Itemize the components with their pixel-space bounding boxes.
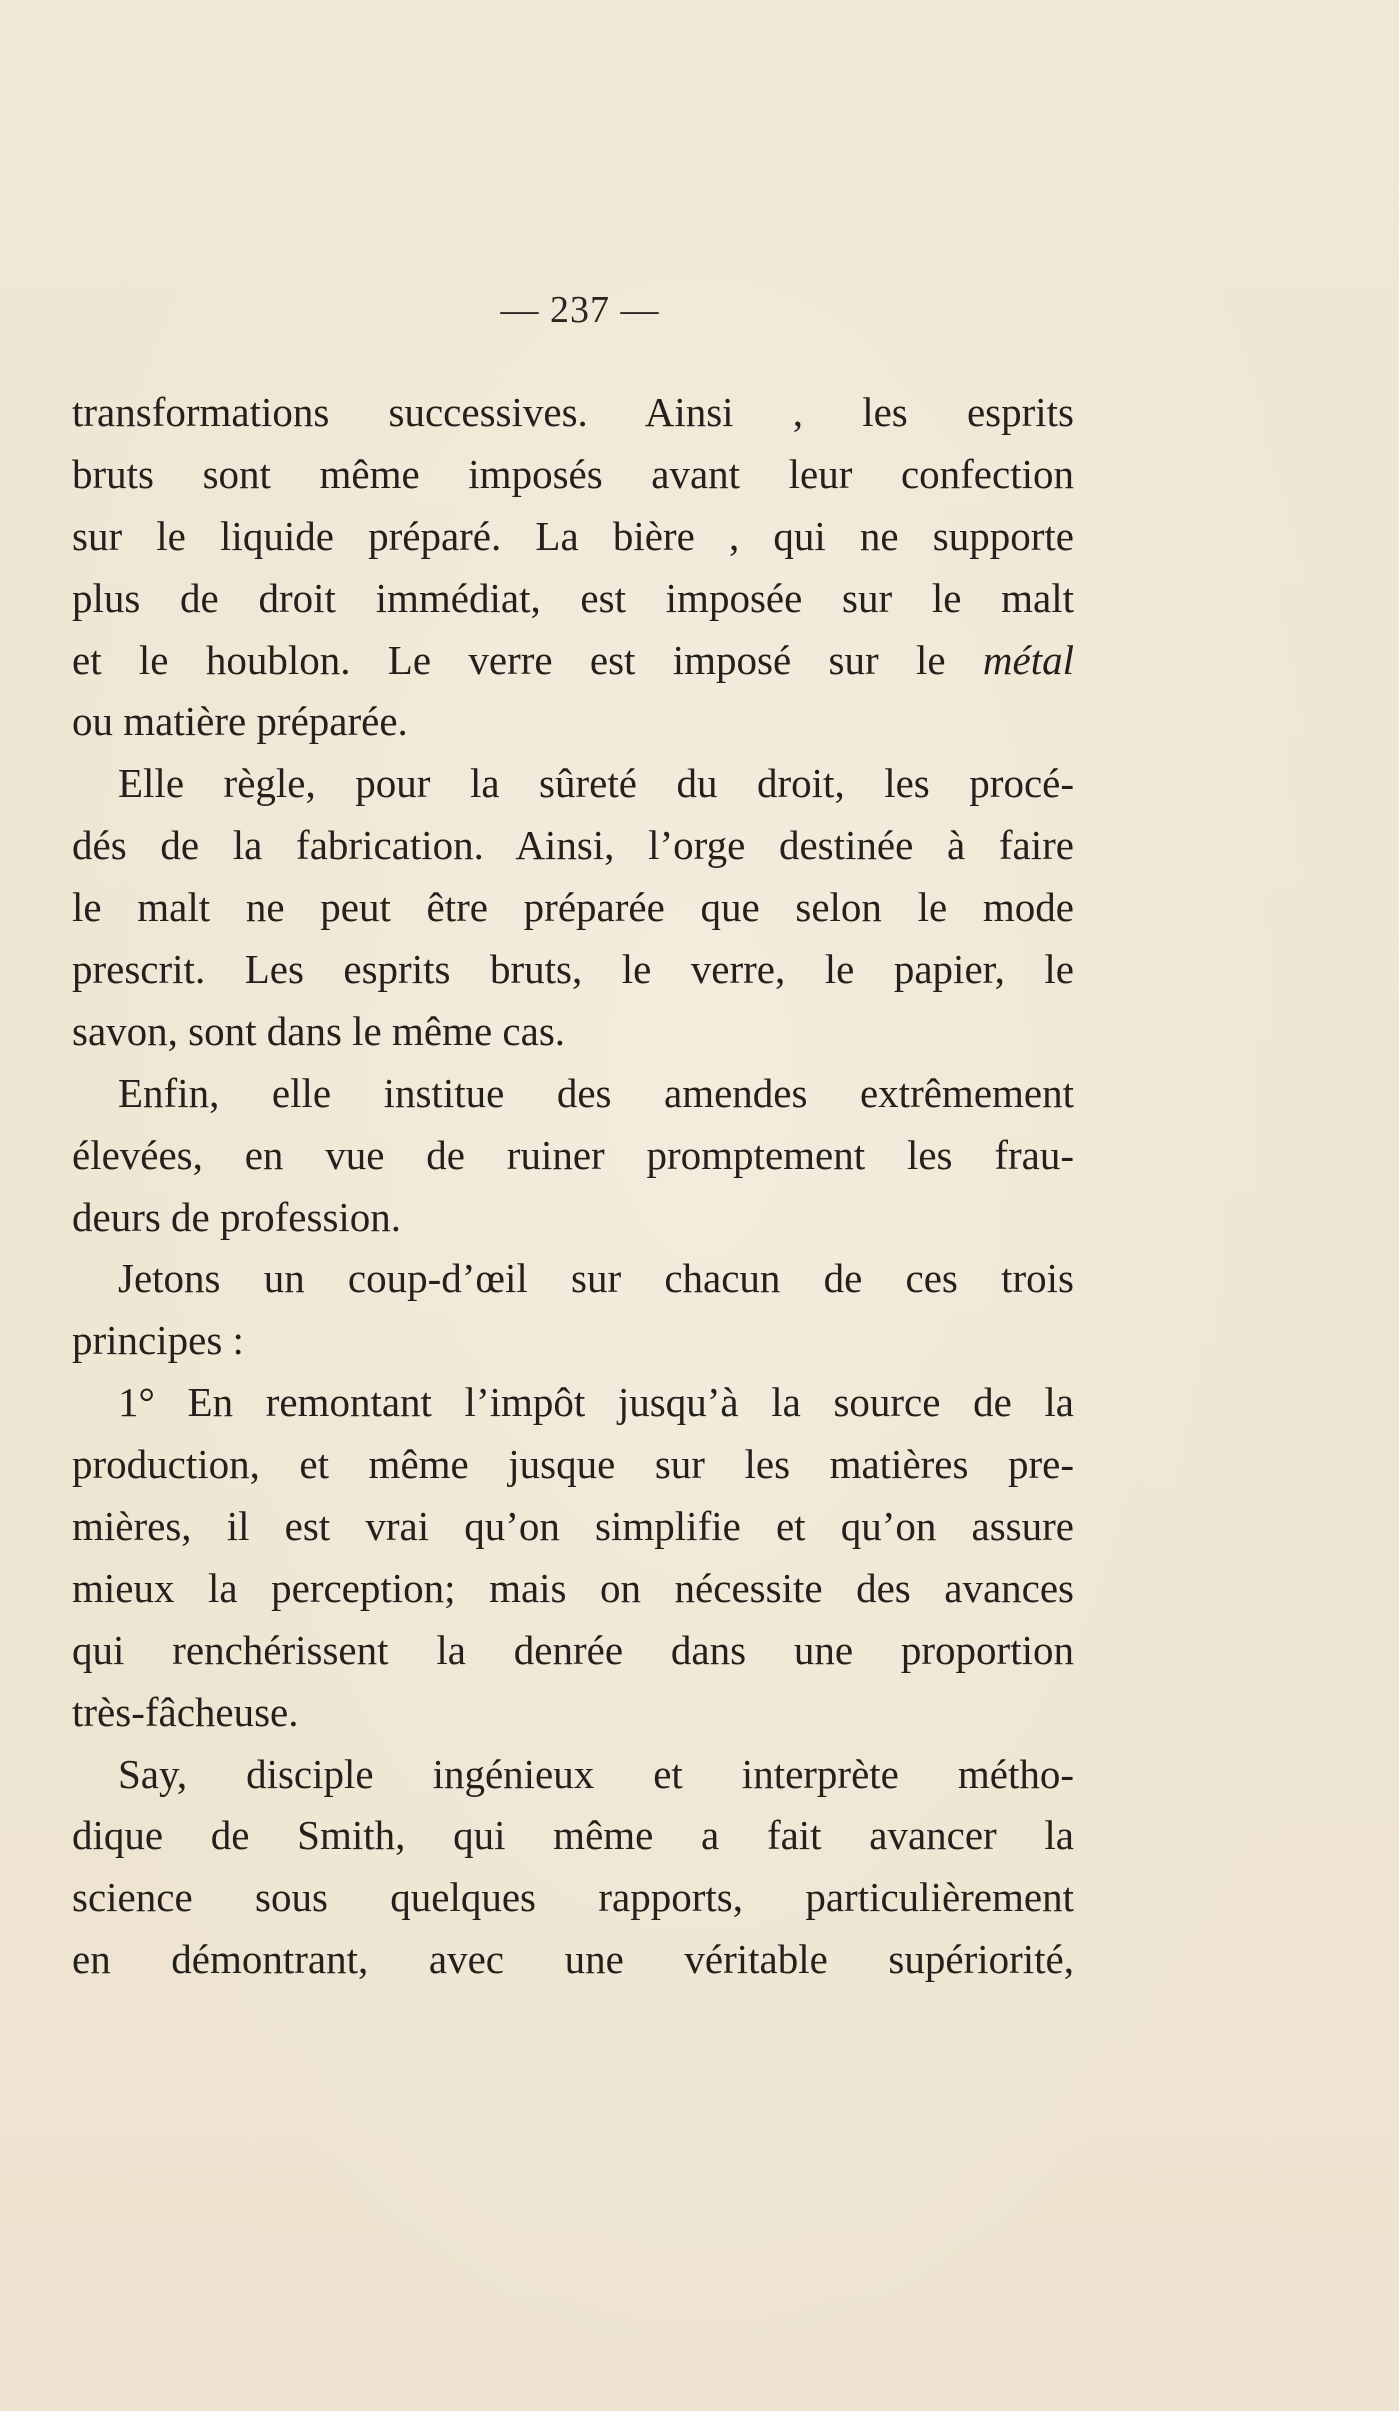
text-line: ou matière préparée. xyxy=(72,698,408,745)
text-line: très-fâcheuse. xyxy=(72,1688,299,1735)
text-line: plus de droit immédiat, est imposée sur le malt xyxy=(72,574,1074,621)
italic-word: métal xyxy=(982,636,1074,683)
text-line: production, et même jusque sur les matières pre- xyxy=(72,1441,1074,1488)
text-line: 1° En remontant l’impôt jusqu’à la source de la xyxy=(118,1379,1074,1426)
page-number: — 237 — xyxy=(500,289,660,331)
text-line: en démontrant, avec une véritable supériorité, xyxy=(72,1936,1074,1983)
text-line: Say, disciple ingénieux et interprète métho- xyxy=(118,1750,1074,1797)
text-line: principes : xyxy=(72,1317,244,1364)
text-line: sur le liquide préparé. La bière , qui ne supporte xyxy=(72,512,1074,559)
text-line: qui renchérissent la denrée dans une proportion xyxy=(72,1626,1074,1673)
text-line: deurs de profession. xyxy=(72,1193,402,1240)
text-line: le malt ne peut être préparée que selon le mode xyxy=(72,884,1074,931)
text-line: prescrit. Les esprits bruts, le verre, le papier, le xyxy=(72,946,1074,993)
text-line xyxy=(72,630,1074,692)
body-text xyxy=(72,382,1074,1991)
text-line: Elle règle, pour la sûreté du droit, les procé- xyxy=(118,760,1074,807)
text-line: science sous quelques rapports, particulièrement xyxy=(72,1874,1074,1921)
text-line: dés de la fabrication. Ainsi, l’orge destinée à faire xyxy=(72,822,1074,869)
text-line: bruts sont même imposés avant leur confection xyxy=(72,450,1074,497)
text-line: élevées, en vue de ruiner promptement les frau- xyxy=(72,1131,1074,1178)
text-line: savon, sont dans le même cas. xyxy=(72,1007,566,1054)
text-line: dique de Smith, qui même a fait avancer la xyxy=(72,1812,1074,1859)
text-line: Jetons un coup-d’œil sur chacun de ces trois xyxy=(118,1255,1074,1302)
text-fragment: et le houblon. Le verre est imposé sur le xyxy=(72,636,983,683)
text-line: mieux la perception; mais on nécessite des avances xyxy=(72,1564,1074,1611)
text-line: mières, il est vrai qu’on simplifie et qu’on assure xyxy=(72,1503,1074,1550)
text-line: transformations successives. Ainsi , les esprits xyxy=(72,389,1074,435)
text-line: Enfin, elle institue des amendes extrêmement xyxy=(118,1069,1074,1116)
